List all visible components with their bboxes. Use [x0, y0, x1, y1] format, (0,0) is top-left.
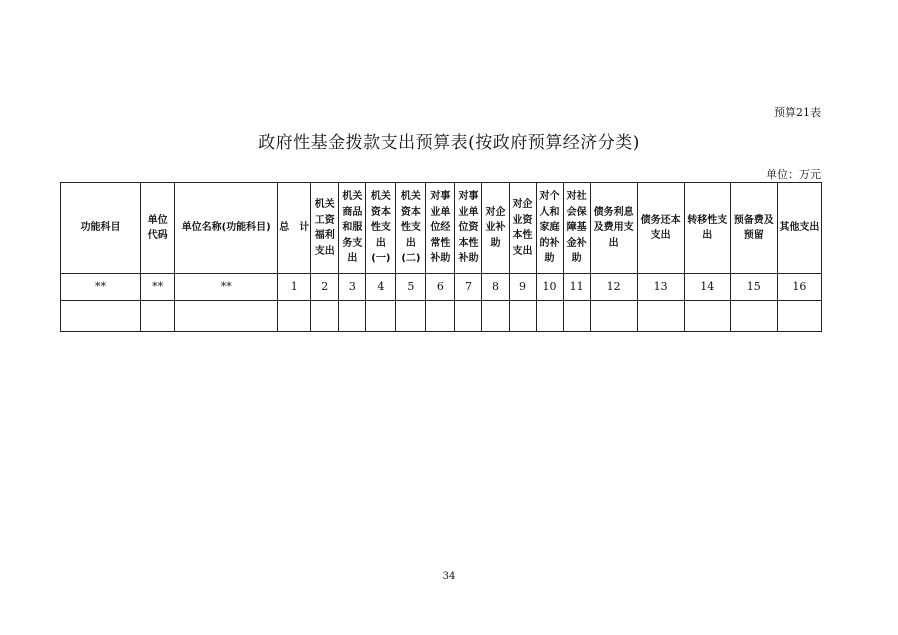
code-cell: 11: [563, 274, 590, 301]
code-cell: 5: [396, 274, 426, 301]
document-title: 政府性基金拨款支出预算表(按政府预算经济分类): [258, 133, 640, 153]
header-row: [61, 183, 822, 274]
page-number: 34: [442, 571, 456, 582]
empty-cell: [141, 301, 175, 332]
unit-label: 单位：万元: [766, 168, 821, 181]
empty-cell: [536, 301, 563, 332]
code-cell: 3: [339, 274, 366, 301]
header-cell: 对个 人和 家庭 的补 助: [536, 183, 563, 274]
header-cell: 功能科目: [61, 183, 141, 274]
header-cell: 对事 业单 位资 本性 补助: [455, 183, 482, 274]
code-cell: 7: [455, 274, 482, 301]
code-cell: 13: [637, 274, 684, 301]
header-cell: 机关 资本 性支 出 (一): [366, 183, 396, 274]
empty-cell: [175, 301, 278, 332]
code-cell: **: [175, 274, 278, 301]
code-cell: 10: [536, 274, 563, 301]
code-cell: 4: [366, 274, 396, 301]
empty-cell: [339, 301, 366, 332]
budget-table: [60, 182, 822, 332]
empty-cell: [684, 301, 730, 332]
code-cell: **: [61, 274, 141, 301]
code-cell: 16: [777, 274, 821, 301]
code-cell: 6: [426, 274, 455, 301]
header-cell: 预备费及 预留: [730, 183, 777, 274]
header-cell: 债务利息 及费用支 出: [590, 183, 637, 274]
header-cell: 单位 代码: [141, 183, 175, 274]
code-row: [61, 274, 822, 301]
code-cell: 12: [590, 274, 637, 301]
empty-cell: [637, 301, 684, 332]
code-cell: 9: [509, 274, 536, 301]
header-cell: 机关 商品 和服 务支 出: [339, 183, 366, 274]
header-cell: 其他支出: [777, 183, 821, 274]
empty-cell: [509, 301, 536, 332]
header-cell: 对企 业资 本性 支出: [509, 183, 536, 274]
empty-cell: [730, 301, 777, 332]
empty-cell: [590, 301, 637, 332]
empty-cell: [426, 301, 455, 332]
header-cell: 机关 工资 福利 支出: [311, 183, 339, 274]
empty-cell: [366, 301, 396, 332]
header-cell: 机关 资本 性支 出 (二): [396, 183, 426, 274]
empty-cell: [455, 301, 482, 332]
empty-cell: [278, 301, 311, 332]
code-cell: 15: [730, 274, 777, 301]
header-cell: 对企 业补 助: [482, 183, 509, 274]
code-cell: 14: [684, 274, 730, 301]
code-cell: 1: [278, 274, 311, 301]
header-cell: 对社 会保 障基 金补 助: [563, 183, 590, 274]
empty-cell: [777, 301, 821, 332]
empty-cell: [482, 301, 509, 332]
empty-cell: [563, 301, 590, 332]
code-cell: 8: [482, 274, 509, 301]
header-cell: 对事 业单 位经 常性 补助: [426, 183, 455, 274]
table-number: 预算21表: [774, 106, 821, 119]
header-cell: 总 计: [278, 183, 311, 274]
empty-cell: [61, 301, 141, 332]
empty-cell: [396, 301, 426, 332]
header-cell: 债务还本 支出: [637, 183, 684, 274]
empty-row: [61, 301, 822, 332]
code-cell: 2: [311, 274, 339, 301]
header-cell: 转移性支 出: [684, 183, 730, 274]
header-cell: 单位名称(功能科目): [175, 183, 278, 274]
code-cell: **: [141, 274, 175, 301]
empty-cell: [311, 301, 339, 332]
